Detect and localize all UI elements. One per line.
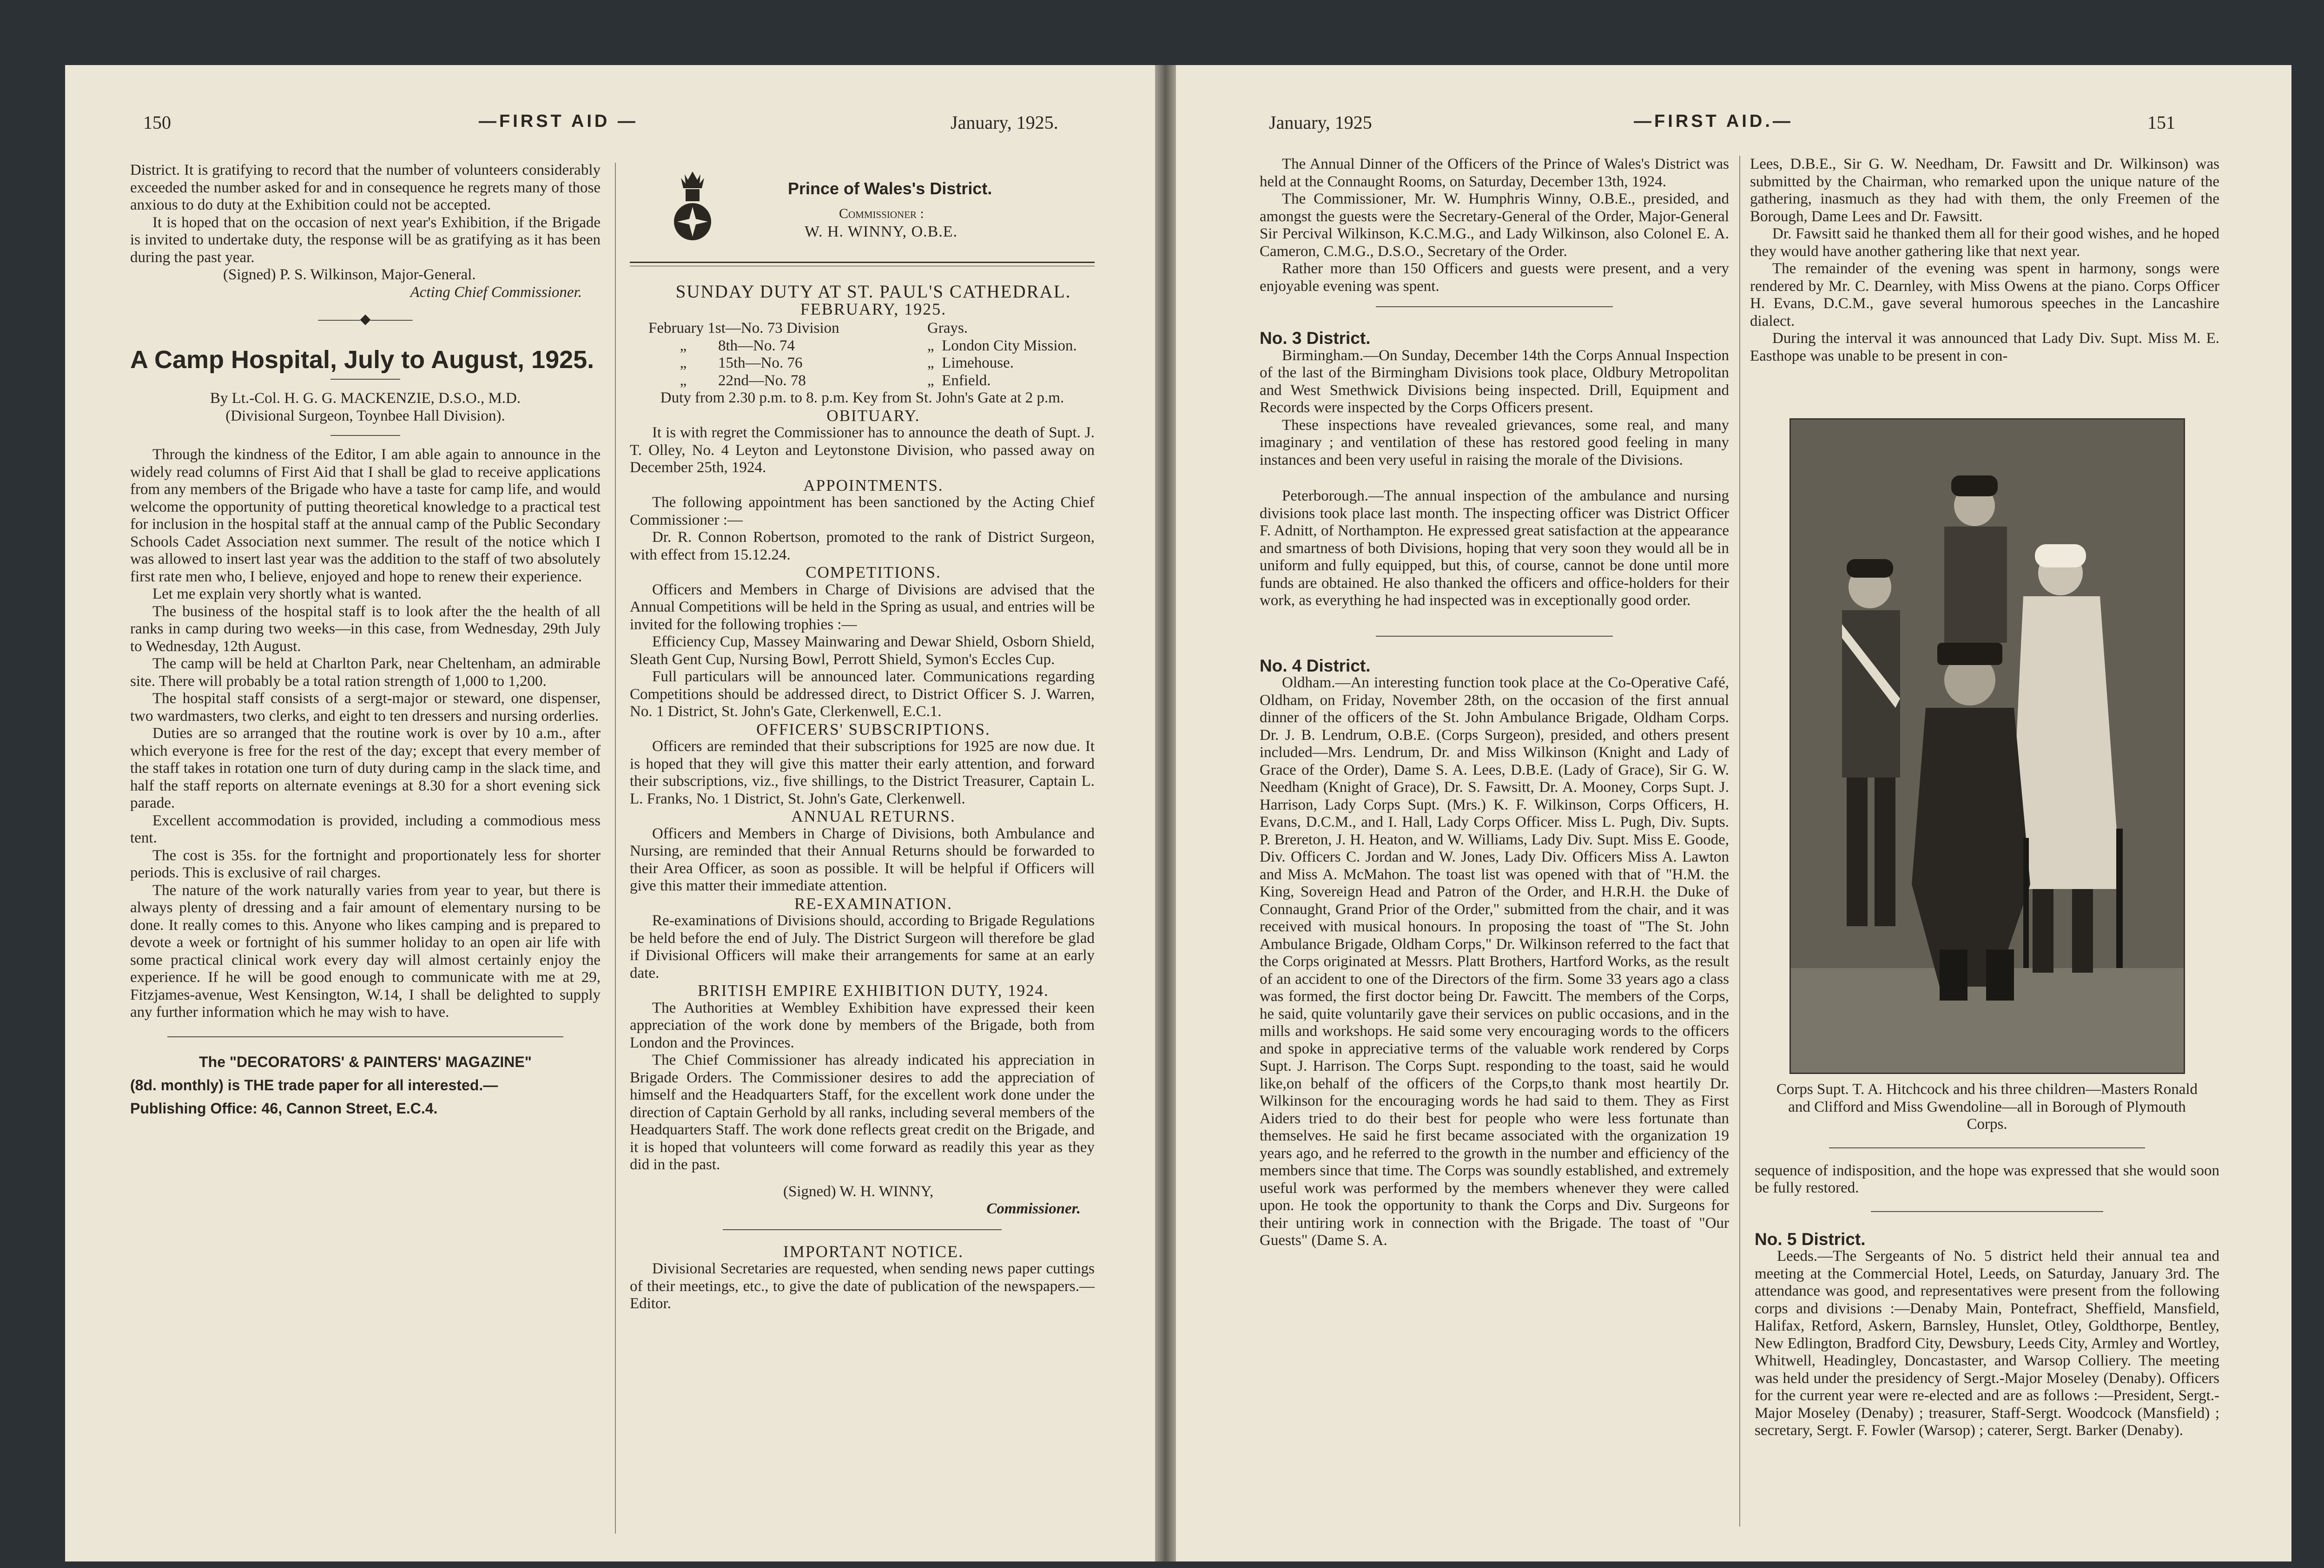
column-paragraph: During the interval it was announced that Lady Div. Supt. Miss M. E. Easthope was unable to be present in con- [1750, 330, 2219, 364]
camp-paragraph: Through the kindness of the Editor, I am able again to announce in the widely read columns of First Aid that I shall be glad to receive applications from any members of the Brigade who have a taste for camp life, and would welcome the opportunity of putting theoretical knowledge to a practical test for inclusion in the hospital staff at the annual camp of the Public Secondary Schools Cadet Association next summer. The result of the notice which I was allowed to insert last year was the addition to the staff of two absolutely first rate men who, I believe, enjoyed and hope to renew their experience. [130, 446, 601, 585]
right-column-1 [1260, 156, 1729, 1250]
commissioner-signature: (Signed) W. H. WINNY, [783, 1183, 934, 1200]
camp-paragraph: The business of the hospital staff is to look after the the health of all ranks in camp during two weeks—in this case, from Wednesday, 29th July to Wednesday, 12th August. [130, 603, 601, 655]
camp-title: A Camp Hospital, July to August, 1925. [130, 345, 594, 374]
duty-place: London City Mission. [942, 337, 1077, 354]
header-date: January, 1925 [1269, 112, 1372, 133]
advertisement [130, 1050, 601, 1120]
duty-note: Duty from 2.30 p.m. to 8. p.m. Key from St. John's Gate at 2 p.m. [660, 389, 1064, 406]
section-heading: BRITISH EMPIRE EXHIBITION DUTY, 1924. [698, 982, 1049, 1000]
section-heading: COMPETITIONS. [805, 563, 941, 581]
continuation-paragraph: It is hoped that on the occasion of next year's Exhibition, if the Brigade is invited to undertake duty, the response will be as gratifying as it has been during the past year. [130, 214, 601, 266]
commissioner-signature-title: Commissioner. [986, 1200, 1081, 1217]
left-page [65, 65, 1155, 1561]
duty-place: Enfield. [942, 372, 991, 389]
column-divider [615, 163, 616, 1534]
sunday-duty-month: FEBRUARY, 1925. [800, 299, 947, 318]
short-rule [330, 379, 400, 380]
column-paragraph: Dr. Fawsitt said he thanked them all for their good wishes, and he hoped they would have another gathering like that next year. [1750, 225, 2219, 260]
notice-paragraph: Divisional Secretaries are requested, when sending news paper cuttings of their meetings, etc., to give the date of publication of the newspapers.—Editor. [630, 1260, 1095, 1312]
right-running-header [1176, 112, 2291, 153]
notice-heading: IMPORTANT NOTICE. [783, 1242, 964, 1261]
family-photograph [1789, 418, 2185, 1074]
duty-row: „ 22nd—No. 78 „ Enfield. [680, 372, 991, 389]
continuation-paragraph: District. It is gratifying to record that the number of volunteers considerably exceeded the number asked for and in consequence he regrets many of those anxious to do duty at the Exhibition could not be accepted. [130, 162, 601, 213]
camp-paragraph: Let me explain very shortly what is wanted. [152, 586, 422, 602]
no4-title: No. 4 District. [1260, 656, 1371, 675]
dinner-paragraph: The Annual Dinner of the Officers of the Prince of Wales's District was held at the Connaught Rooms, on Saturday, December 13th, 1924. [1260, 156, 1729, 190]
district-title: Prince of Wales's District. [788, 179, 992, 198]
section-paragraph: The Chief Commissioner has already indicated his appreciation in Brigade Orders. The Commissioner desires to add the appreciation of himself and the Headquarters Staff, for the excellent work done under the direction of Captain Gerhold by all ranks, including several members of the Headquarters Staff. The work done reflects great credit on the Brigade, and it is hoped that volunteers will come forward as readily this year as they did in the past. [630, 1052, 1095, 1173]
signature: (Signed) P. S. Wilkinson, Major-General. [223, 266, 476, 283]
ornament-divider: ———◆——— [318, 311, 413, 327]
section-heading: OFFICERS' SUBSCRIPTIONS. [756, 720, 990, 738]
column-paragraph: The remainder of the evening was spent in harmony, songs were rendered by Mr. C. Dearnley, with Miss Owens at the piano. Corps Officer H. Evans, D.C.M., gave several humorous speeches in the Lancashire dialect. [1750, 260, 2219, 329]
ad-line: Publishing Office: 46, Cannon Street, E.C.4. [130, 1100, 438, 1117]
no3-paragraph: Birmingham.—On Sunday, December 14th the Corps Annual Inspection of the last of the Birmingham Divisions took place, Oldbury Metropolitan and West Smethwick Divisions being inspected. Drill, Equipment and Records were inspected by the Corps Officers present. [1260, 347, 1729, 416]
page-number: 151 [2147, 112, 2175, 133]
section-heading: OBITUARY. [826, 406, 920, 425]
sunday-duty-title: SUNDAY DUTY AT ST. PAUL'S CATHEDRAL. [675, 282, 1071, 302]
photo-figures-icon [1791, 420, 2184, 1073]
right-column-2 [1750, 156, 2219, 365]
page-number: 150 [143, 112, 171, 133]
camp-paragraph: Duties are so arranged that the routine work is over by 10 a.m., after which everyone is free for the rest of the day; except that every member of the staff takes in rotation one turn of duty during camp in the slack time, and half the staff reports on alternate evenings at 8.30 for a short evening sick parade. [130, 725, 601, 811]
camp-paragraph: The camp will be held at Charlton Park, near Cheltenham, an admirable site. There will probably be a total ration strength of 1,000 to 1,200. [130, 655, 601, 690]
section-paragraph: Re-examinations of Divisions should, according to Brigade Regulations be held before the end of July. The District Surgeon will therefore be glad if Divisional Officers will make their arrangements for same at an early date. [630, 912, 1095, 982]
duty-place: Limehouse. [942, 355, 1014, 371]
running-head: —FIRST AID.— [1634, 112, 1793, 131]
duty-date: 8th—No. 74 [718, 337, 795, 354]
section-paragraph: Officers and Members in Charge of Divisions are advised that the Annual Competitions will be held in the Spring as usual, and entries will be invited for the following trophies :— [630, 581, 1095, 633]
no5-title: No. 5 District. [1755, 1229, 1866, 1249]
section-divider [1376, 636, 1613, 637]
no4-paragraph: Oldham.—An interesting function took place at the Co-Operative Café, Oldham, on Friday, November 28th, on the occasion of the first annual dinner of the officers of the St. John Ambulance Brigade, Oldham Corps. Dr. J. B. Lendrum, O.B.E. (Corps Surgeon), presided, and others present included—Mrs. Lendrum, Dr. and Miss Wilkinson (Knight and Lady of Grace of the Order), Dame S. A. Lees, D.B.E. (Lady of Grace), Sir G. W. Needham (Knight of Grace), Dr. S. Fawsitt, Dr. A. Mooney, Corps Supt. J. Harrison, Lady Corps Supt. (Mrs.) K. F. Wilkinson, Corps Officers, H. Evans, D.C.M., and I. Hall, Lady Corps Officer. Miss L. Pugh, Div. Supts. P. Brereton, J. H. Heaton, and W. Williams, Lady Div. Supt. Miss E. Goode, Div. Officers C. Jordan and W. Jones, Lady Div. Officers Miss A. Lawton and Miss A. McMahon. The toast list was opened with that of "H.M. the King, Sovereign Head and Patron of the Order, and H.R.H. the Duke of Connaught, Grand Prior of the Order," submitted from the chair, and it was received with musical honours. In proposing the toast of "The St. John Ambulance Brigade, Oldham Corps," Dr. Wilkinson referred to the fact that the Corps originated at Messrs. Platt Brothers, Hartford Works, as the result of an accident to one of the Directors of the firm. Some 33 years ago a class was formed, the first doctor being Dr. Fawcitt. The members of the Corps, he said, quite voluntarily gave their services on public occasions, and in the mills and workshops. He said some very encouraging words to the officers and spoke in appreciative terms of the valuable work rendered by Corps Supt. J. Harrison. The Corps Supt. responding to the toast, said he would like,on behalf of the officers of the Corps,to thank most heartily Dr. Wilkinson for the encouraging words he had said to them. They as First Aiders tried to do their best for people who were less fortunate than themselves. He said he first became associated with the organization 19 years ago, and he referred to the growth in the number and efficiency of the members since that time. The Corps was soundly established, and extremely useful work was performed by the members whenever they were called upon. He took the opportunity to thank the Corps and Div. Surgeons for their untiring work in connection with the Brigade. The toast of "Our Guests" (Dame S. A. [1260, 674, 1729, 1249]
column-divider [1739, 156, 1740, 1527]
section-paragraph: Full particulars will be announced later. Communications regarding Competitions should be addressed direct, to District Officer S. J. Warren, No. 1 District, St. John's Gate, Clerkenwell, E.C.1. [630, 668, 1095, 720]
no3-title: No. 3 District. [1260, 329, 1371, 348]
section-heading: APPOINTMENTS. [803, 476, 944, 494]
ad-divider [167, 1036, 563, 1037]
district-header [630, 170, 1095, 249]
ad-line: (8d. monthly) is THE trade paper for all interested.— [130, 1076, 498, 1094]
camp-paragraph: The hospital staff consists of a sergt-major or steward, one dispenser, two wardmasters, two clerks, and eight to ten dressers and nursing orderlies. [130, 690, 601, 725]
dinner-paragraph: Rather more than 150 Officers and guests were present, and a very enjoyable evening was spent. [1260, 260, 1729, 295]
book-gutter [1155, 65, 1176, 1561]
duty-roster [630, 320, 1095, 389]
section-paragraph: The following appointment has been sanctioned by the Acting Chief Commissioner :— [630, 494, 1095, 528]
dinner-paragraph: The Commissioner, Mr. W. Humphris Winny, O.B.E., presided, and amongst the guests were the Secretary-General of the Order, Major-General Sir Percival Wilkinson, K.C.M.G., and Lady Wilkinson, also Colonel E. A. Cameron, C.M.G., D.S.O., Secretary of the Order. [1260, 191, 1729, 260]
section-divider [1871, 1211, 2103, 1212]
duty-row: „ 15th—No. 76 „ Limehouse. [680, 355, 1014, 371]
section-paragraph: Efficiency Cup, Massey Mainwaring and Dewar Shield, Osborn Shield, Sleath Gent Cup, Nursing Bowl, Perrott Shield, Symon's Eccles Cup. [630, 633, 1095, 668]
column-paragraph: Lees, D.B.E., Sir G. W. Needham, Dr. Fawsitt and Dr. Wilkinson) was submitted by the Chairman, who remarked upon the unique nature of the gathering, inasmuch as they had with them, the only Freemen of the Borough, Dame Lees and Dr. Fawsitt. [1750, 156, 2219, 225]
camp-paragraph: The cost is 35s. for the fortnight and proportionately less for shorter periods. This is exclusive of rail charges. [130, 847, 601, 881]
header-date: January, 1925. [951, 112, 1058, 133]
section-heading: ANNUAL RETURNS. [791, 807, 956, 825]
running-head: —FIRST AID — [479, 112, 638, 131]
double-rule [630, 262, 1095, 266]
duty-place: Grays. [927, 320, 968, 336]
section-paragraph: It is with regret the Commissioner has to announce the death of Supt. J. T. Olley, No. 4 Leyton and Leytonstone Division, who passed away on December 25th, 1924. [630, 424, 1095, 476]
section-divider [1376, 306, 1613, 307]
commissioner-name: W. H. WINNY, O.B.E. [805, 223, 958, 240]
section-paragraph: Dr. R. Connon Robertson, promoted to the rank of District Surgeon, with effect from 15.12.24. [630, 529, 1095, 563]
section-paragraph: Officers and Members in Charge of Divisions, both Ambulance and Nursing, are reminded that their Annual Returns should be forwarded to their Area Officer, as soon as possible. It will be helpful if Officers will give this matter their immediate attention. [630, 825, 1095, 894]
left-column-1 [130, 162, 601, 1120]
right-page [1176, 65, 2291, 1561]
duty-date: February 1st—No. 73 Division [648, 320, 839, 336]
ad-line: The "DECORATORS' & PAINTERS' MAGAZINE" [199, 1053, 532, 1070]
duty-date: 22nd—No. 78 [718, 372, 806, 389]
camp-byline-2: (Divisional Surgeon, Toynbee Hall Division). [225, 407, 505, 424]
notice-divider [723, 1229, 1002, 1230]
camp-paragraph: The nature of the work naturally varies from year to year, but there is always plenty of dressing and a fair amount of elementary nursing to be done. It really comes to this. Anyone who likes camping and is prepared to devote a week or fortnight of his summer holiday to an open air life with some practical clinical work every day will almost certainly enjoy the experience. If he will be good enough to communicate with me at 29, Fitzjames-avenue, West Kensington, W.14, I shall be delighted to supply any further information which he may wish to have. [130, 882, 601, 1021]
duty-row [648, 320, 1095, 337]
camp-byline: By Lt.-Col. H. G. G. MACKENZIE, D.S.O., M.D. [210, 390, 521, 407]
district-title-block [788, 180, 1095, 241]
commissioner-label: Commissioner : [839, 205, 924, 221]
signature-title: Acting Chief Commissioner. [410, 283, 582, 301]
photo-caption-block [1755, 1081, 2219, 1440]
caption-divider [1829, 1147, 2145, 1148]
section-heading: RE-EXAMINATION. [794, 894, 953, 913]
no3-paragraph: These inspections have revealed grievances, some real, and many imaginary ; and ventilation of these has restored good feeling in many instances and been very useful in raising the morale of the Divisions. [1260, 416, 1729, 468]
no5-paragraph: Leeds.—The Sergeants of No. 5 district held their annual tea and meeting at the Commercial Hotel, Leeds, on Saturday, January 3rd. The attendance was good, and representatives were present from the following corps and divisions :—Denaby Main, Pontefract, Sheffield, Mansfield, Halifax, Retford, Askern, Barnsley, Hunslet, Otley, Goldthorpe, Bentley, New Edlington, Bradford City, Dewsbury, Leeds City, Armley and Wortley, Whitwell, Headingley, Doncastaster, and Warsop Colliery. The meeting was held under the presidency of Sergt.-Major Moseley (Denaby). Officers for the current year were re-elected and are as follows :—President, Sergt.-Major Moseley (Denaby) ; treasurer, Staff-Sergt. Woodcock (Mansfield) ; secretary, Sergt. F. Fowler (Warsop) ; caterer, Sergt. Barker (Denaby). [1755, 1248, 2219, 1439]
sequence-paragraph: sequence of indisposition, and the hope was expressed that she would soon be fully restored. [1755, 1162, 2219, 1196]
section-paragraph: The Authorities at Wembley Exhibition have expressed their keen appreciation of the work done by members of the Brigade, both from London and the Provinces. [630, 999, 1095, 1051]
duty-date: 15th—No. 76 [718, 355, 803, 371]
no3-paragraph: Peterborough.—The annual inspection of the ambulance and nursing divisions took place last month. The inspecting officer was District Officer F. Adnitt, of Northampton. He expressed great satisfaction at the appearance and smartness of both Divisions, hoping that very soon they would all be in uniform and fully equipped, but this, of course, cannot be done until more funds are obtained. He also thanked the officers and office-holders for their work, as everything he had inspected was in exceptionally good order. [1260, 488, 1729, 609]
camp-paragraph: Excellent accommodation is provided, including a commodious mess tent. [130, 812, 601, 846]
duty-row: „ 8th—No. 74 „ London City Mission. [680, 337, 1077, 354]
short-rule [330, 435, 400, 436]
left-running-header [65, 112, 1155, 153]
st-john-badge-icon [672, 170, 713, 249]
section-paragraph: Officers are reminded that their subscriptions for 1925 are now due. It is hoped that they will give this matter their early attention, and forward their subscriptions, viz., five shillings, to the District Treasurer, Captain L. L. Franks, No. 1 District, St. John's Gate, Clerkenwell. [630, 738, 1095, 807]
photo-caption: Corps Supt. T. A. Hitchcock and his three children—Masters Ronald and Clifford and Miss Gwendoline—all in Borough of Plymouth Corps. [1776, 1081, 2198, 1133]
left-column-2 [630, 170, 1095, 1313]
